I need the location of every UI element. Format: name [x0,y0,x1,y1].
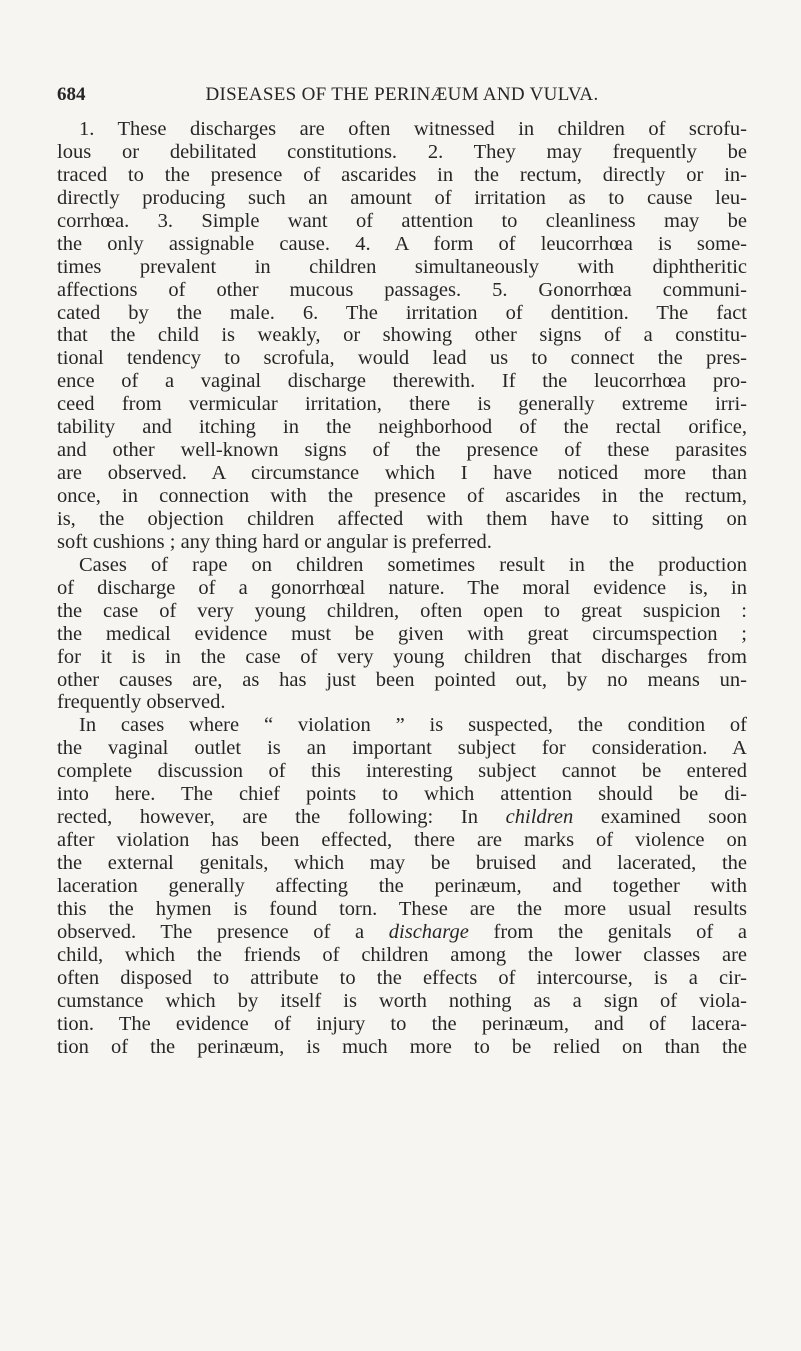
text-segment: the only assignable cause. 4. A form of leucorrhœa is some- [57,232,747,255]
text-line [57,531,747,554]
text-line [57,554,747,577]
text-segment: directly producing such an amount of irritation as to cause leu- [57,186,747,209]
text-segment: child, which the friends of children among the lower classes are [57,943,747,966]
text-line [57,187,747,210]
text-line [57,256,747,279]
text-line [57,118,747,141]
text-segment: cated by the male. 6. The irritation of dentition. The fact [57,301,747,324]
text-line [57,829,747,852]
text-line [57,921,747,944]
text-segment: often disposed to attribute to the effects of intercourse, is a cir- [57,966,747,989]
text-line [57,1013,747,1036]
text-segment: the external genitals, which may be bruised and lacerated, the [57,852,747,874]
text-segment: tion. The evidence of injury to the perinæum, and of lacera- [57,1012,747,1035]
text-segment: tional tendency to scrofula, would lead us to connect the pres- [57,347,747,370]
text-segment: rected, however, are the following: In [57,806,506,829]
text-segment: from the genitals of a [468,920,747,943]
text-segment: tability and itching in the neighborhood of the rectal orifice, [57,416,747,439]
text-line [57,990,747,1013]
text-line [57,233,747,256]
page-number: 684 [57,84,86,105]
text-segment: the vaginal outlet is an important subject for consideration. A [57,737,747,760]
text-segment: soft cushions ; any thing hard or angular is preferred. [57,530,492,553]
running-title: DISEASES OF THE PERINÆUM AND VULVA. [205,84,599,105]
running-header [57,84,747,110]
text-line [57,141,747,164]
text-segment: once, in connection with the presence of ascarides in the rectum, [57,485,747,507]
text-segment: corrhœa. 3. Simple want of attention to cleanliness may be [57,209,747,232]
body-text [57,118,747,1058]
text-line [57,302,747,325]
text-line [57,967,747,990]
text-line [57,279,747,302]
text-segment: other causes are, as has just been pointed out, by no means un- [57,668,747,691]
text-line [57,691,747,714]
text-segment: affections of other mucous passages. 5. Gonorrhœa communi- [57,278,747,301]
text-segment: are observed. A circumstance which I have noticed more than [57,462,747,485]
text-segment: into here. The chief points to which attention should be di- [57,783,747,806]
text-segment: of discharge of a gonorrhœal nature. The moral evidence is, in [57,576,747,599]
text-segment: frequently observed. [57,691,226,714]
italic-text: discharge [388,920,469,943]
text-line [57,806,747,829]
text-segment: complete discussion of this interesting subject cannot be entered [57,760,747,783]
text-segment: that the child is weakly, or showing other signs of a constitu- [57,324,747,347]
text-segment: laceration generally affecting the perinæum, and together with [57,874,747,897]
text-segment: is, the objection children affected with them have to sitting on [57,507,747,530]
text-line [57,714,747,737]
text-segment: cumstance which by itself is worth nothing as a sign of viola- [57,989,747,1012]
text-line [57,164,747,187]
text-line [57,210,747,233]
text-segment: traced to the presence of ascarides in the rectum, directly or in- [57,163,747,186]
text-segment: and other well-known signs of the presence of these parasites [57,439,747,462]
text-segment: examined soon [573,806,747,829]
italic-text: children [505,806,574,829]
text-line [57,1036,747,1059]
text-segment: this the hymen is found torn. These are the more usual results [57,897,747,920]
text-line [57,462,747,485]
text-line [57,669,747,692]
text-line [57,416,747,439]
text-line [57,623,747,646]
text-line [57,737,747,760]
text-line [57,760,747,783]
text-segment: ceed from vermicular irritation, there is generally extreme irri- [57,393,747,416]
text-line [57,439,747,462]
text-line [57,944,747,967]
text-line [57,393,747,416]
text-line [57,875,747,898]
text-line [57,485,747,508]
text-segment: In cases where “ violation ” is suspected, the condition of [79,714,747,737]
text-segment: the medical evidence must be given with great circumspection ; [57,622,747,645]
text-line [57,783,747,806]
text-segment: 1. These discharges are often witnessed in children of scrofu- [79,118,747,140]
text-segment: Cases of rape on children sometimes result in the production [79,553,747,576]
text-line [57,852,747,875]
text-line [57,370,747,393]
text-segment: the case of very young children, often open to great suspicion : [57,599,747,622]
text-segment: lous or debilitated constitutions. 2. They may frequently be [57,140,747,163]
text-line [57,324,747,347]
text-line [57,600,747,623]
text-segment: for it is in the case of very young children that discharges from [57,645,747,668]
text-line [57,898,747,921]
text-segment: times prevalent in children simultaneously with diphtheritic [57,255,747,278]
text-line [57,577,747,600]
text-segment: ence of a vaginal discharge therewith. If the leucorrhœa pro- [57,370,747,393]
text-line [57,646,747,669]
text-line [57,508,747,531]
text-segment: observed. The presence of a [57,920,389,943]
text-segment: after violation has been effected, there are marks of violence on [57,829,747,852]
text-segment: tion of the perinæum, is much more to be relied on than the [57,1035,747,1058]
text-line [57,347,747,370]
